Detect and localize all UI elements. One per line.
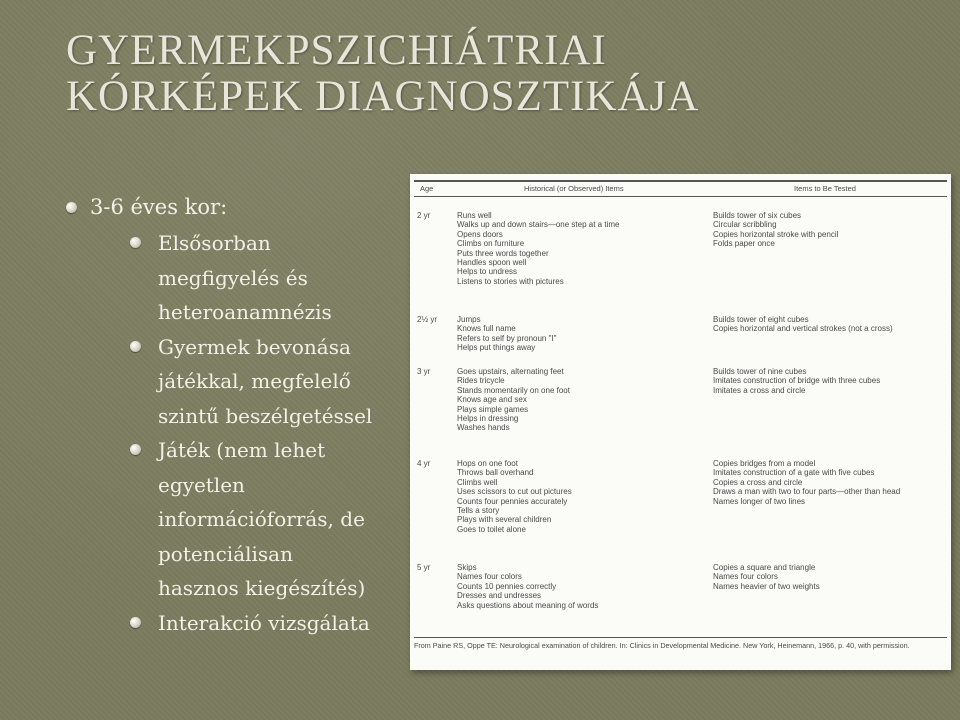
tested-item: Copies horizontal stroke with pencil	[713, 229, 839, 239]
tested-item: Copies horizontal and vertical strokes (not a cross)	[713, 324, 893, 334]
historical-item: Knows full name	[457, 324, 516, 334]
historical-item: Walks up and down stairs—one step at a time	[457, 220, 620, 230]
header-tested: Items to Be Tested	[794, 184, 856, 193]
historical-items	[457, 367, 570, 433]
bullet-list	[62, 192, 402, 640]
historical-item: Plays with several children	[457, 515, 552, 525]
sub-bullet-play-engagement	[62, 330, 402, 434]
tested-items	[713, 367, 880, 395]
sub-bullet-line: heteroanamnézis	[158, 300, 332, 324]
bullet-dot-icon	[130, 237, 141, 248]
sub-bullet-line: potenciálisan	[158, 541, 293, 566]
historical-items	[457, 315, 557, 353]
bullet-text: 3-6 éves kor:	[90, 195, 228, 219]
historical-item: Knows age and sex	[457, 395, 527, 405]
sub-bullet-line: információforrás, de	[158, 507, 365, 531]
historical-item: Jumps	[457, 315, 481, 324]
table-header	[414, 180, 947, 197]
milestones-table-image	[410, 174, 951, 670]
bullet-dot-icon	[130, 341, 141, 352]
tested-items	[713, 315, 893, 334]
sub-bullet-line: szintű beszélgetéssel	[158, 403, 373, 428]
slide-title	[66, 28, 699, 120]
sub-bullet-line: játékkal, megfelelő	[158, 369, 351, 393]
tested-item: Imitates a cross and circle	[713, 385, 806, 395]
sub-bullet-line: megfigyelés és	[158, 265, 308, 290]
historical-item: Hops on one foot	[457, 459, 518, 468]
historical-item: Washes hands	[457, 423, 510, 433]
tested-items	[713, 211, 838, 249]
tested-item: Imitates construction of bridge with three cubes	[713, 376, 881, 386]
tested-item: Builds tower of nine cubes	[713, 367, 807, 376]
row-age: 2½ yr	[417, 315, 438, 324]
sub-bullet-play-source	[62, 433, 402, 606]
historical-item: Helps put things away	[457, 343, 536, 353]
historical-item: Runs well	[457, 211, 492, 220]
historical-item: Refers to self by pronoun "I"	[457, 333, 557, 343]
historical-item: Plays simple games	[457, 404, 529, 414]
tested-item: Copies bridges from a model	[713, 459, 816, 468]
historical-item: Opens doors	[457, 229, 503, 239]
tested-item: Copies a cross and circle	[713, 477, 803, 487]
historical-item: Climbs well	[457, 477, 498, 487]
tested-item: Imitates construction of a gate with five cubes	[713, 468, 875, 478]
sub-bullet-line: Játék (nem lehet	[158, 438, 326, 462]
tested-item: Folds paper once	[713, 239, 775, 249]
header-historical: Historical (or Observed) Items	[524, 184, 624, 193]
historical-item: Handles spoon well	[457, 258, 527, 268]
sub-bullet-line: egyetlen	[158, 472, 245, 497]
bullet-dot-icon	[130, 617, 141, 628]
slide-title-line-1: GYERMEKPSZICHIÁTRIAI	[66, 27, 607, 74]
historical-items	[457, 211, 619, 286]
slide-title-line-2: KÓRKÉPEK DIAGNOSZTIKÁJA	[66, 73, 700, 120]
historical-item: Puts three words together	[457, 248, 549, 258]
historical-item: Stands momentarily on one foot	[457, 385, 570, 395]
header-age: Age	[420, 184, 434, 193]
tested-items	[713, 459, 900, 506]
sub-bullet-line: hasznos kiegészítés)	[158, 576, 366, 600]
historical-item: Names four colors	[457, 572, 522, 582]
row-age: 4 yr	[417, 459, 431, 468]
historical-item: Listens to stories with pictures	[457, 276, 564, 286]
historical-item: Helps to undress	[457, 267, 518, 277]
tested-item: Builds tower of six cubes	[713, 211, 802, 220]
historical-item: Dresses and undresses	[457, 591, 542, 601]
historical-item: Skips	[457, 563, 477, 572]
bullet-age-group	[62, 192, 402, 222]
sub-bullet-line: Interakció vizsgálata	[158, 610, 370, 635]
bullet-dot-icon	[130, 444, 141, 455]
sub-bullet-line: Gyermek bevonása	[158, 334, 351, 359]
row-age: 5 yr	[417, 563, 431, 572]
sub-bullet-line: Elsősorban	[158, 231, 271, 255]
historical-item: Climbs on furniture	[457, 239, 525, 249]
row-age: 2 yr	[417, 211, 431, 220]
tested-items	[713, 563, 820, 591]
historical-item: Rides tricycle	[457, 376, 505, 386]
historical-items	[457, 459, 572, 534]
tested-item: Copies a square and triangle	[713, 563, 816, 572]
historical-item: Counts four pennies accurately	[457, 496, 568, 506]
tested-item: Draws a man with two to four parts—other than head	[713, 487, 901, 497]
historical-items	[457, 563, 598, 610]
sub-bullet-interaction	[62, 606, 402, 641]
bullet-dot-icon	[66, 202, 77, 213]
historical-item: Counts 10 pennies correctly	[457, 581, 557, 591]
tested-item: Names heavier of two weights	[713, 581, 820, 591]
sub-bullet-observation	[62, 226, 402, 330]
tested-item: Circular scribbling	[713, 220, 777, 230]
historical-item: Goes upstairs, alternating feet	[457, 367, 564, 376]
historical-item: Throws ball overhand	[457, 468, 534, 478]
tested-item: Names four colors	[713, 572, 778, 582]
row-age: 3 yr	[417, 367, 431, 376]
historical-item: Helps in dressing	[457, 414, 519, 424]
historical-item: Asks questions about meaning of words	[457, 600, 599, 610]
tested-item: Builds tower of eight cubes	[713, 315, 809, 324]
historical-item: Goes to toilet alone	[457, 524, 526, 534]
table-footnote: From Paine RS, Oppe TE: Neurological examination of children. In: Clinics in Developmental Medicine. New York, Heinemann, 1966, p. 40, with permission.	[414, 637, 947, 650]
historical-item: Tells a story	[457, 506, 500, 516]
historical-item: Uses scissors to cut out pictures	[457, 487, 572, 497]
tested-item: Names longer of two lines	[713, 496, 806, 506]
